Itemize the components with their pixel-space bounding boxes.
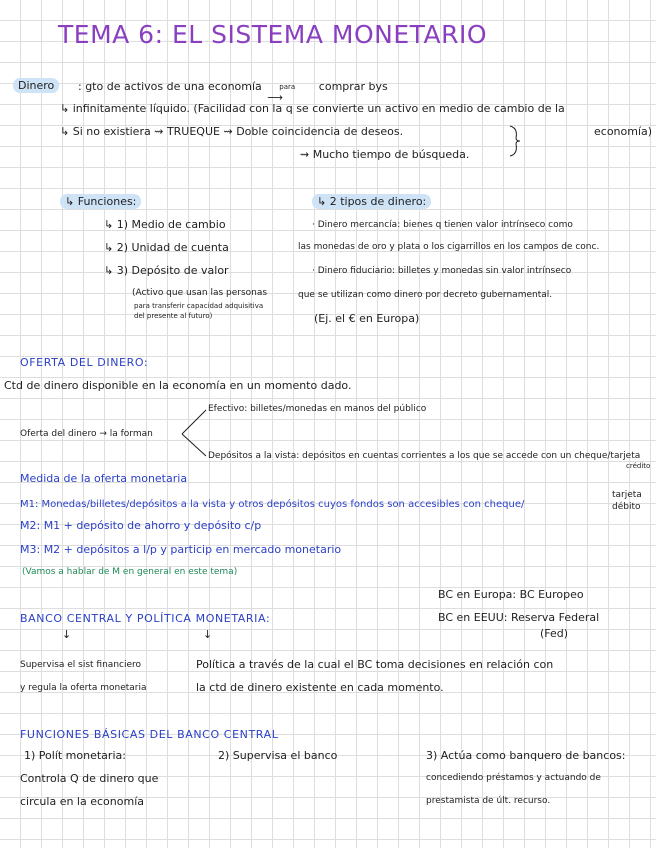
funcion-bc-1-line-2: circula en la economía <box>20 795 144 808</box>
bc-supervisa-2: y regula la oferta monetaria <box>20 683 147 693</box>
bc-europa: BC en Europa: BC Europeo <box>438 588 584 601</box>
page-title: TEMA 6: EL SISTEMA MONETARIO <box>58 20 488 49</box>
mucho-tiempo-text: Mucho tiempo de búsqueda. <box>312 148 470 161</box>
m1-cont-b: débito <box>612 502 641 512</box>
funciones-note-2: para transferir capacidad adquisitiva <box>134 302 264 310</box>
funciones-bc-heading: FUNCIONES BÁSICAS DEL BANCO CENTRAL <box>20 728 279 741</box>
funciones-note-3: del presente al futuro) <box>134 312 213 320</box>
oferta-efectivo: Efectivo: billetes/monedas en manos del público <box>208 404 427 414</box>
bc-eeuu: BC en EEUU: Reserva Federal <box>438 611 600 624</box>
funcion-medio-cambio: ↳ 1) Medio de cambio <box>104 218 226 231</box>
m1-text: M1: Monedas/billetes/depósitos a la vista y otros depósitos cuyos fondos son accesibles con cheque/ <box>20 499 525 510</box>
funciones-label: ↳ Funciones: <box>60 194 141 209</box>
arrow-right-icon: ⟶ <box>267 91 284 104</box>
tipos-line-3: · Dinero fiduciario: billetes y monedas sin valor intrínseco <box>312 266 572 276</box>
tipos-label: ↳ 2 tipos de dinero: <box>312 194 431 209</box>
dinero-liquido: ↳ infinitamente líquido. (Facilidad con la q se convierte un activo en medio de cambio de la <box>60 102 565 115</box>
oferta-heading: OFERTA DEL DINERO: <box>20 356 149 369</box>
funcion-bc-3-title: 3) Actúa como banquero de bancos: <box>426 749 626 762</box>
funcion-bc-2-title: 2) Supervisa el banco <box>218 749 338 762</box>
oferta-definition: Ctd de dinero disponible en la economía en un momento dado. <box>4 379 352 392</box>
dinero-label: Dinero <box>13 78 59 93</box>
arrow-down-icon: ↓ <box>62 628 72 641</box>
funcion-bc-3-line-2: prestamista de últ. recurso. <box>426 796 551 806</box>
tipos-line-2: las monedas de oro y plata o los cigarrillos en los campos de conc. <box>298 242 600 252</box>
bc-heading: BANCO CENTRAL Y POLÍTICA MONETARIA: <box>20 612 271 625</box>
squiggle-arrow-icon: ⇝ <box>223 125 237 138</box>
oferta-depositos: Depósitos a la vista: depósitos en cuentas corrientes a los que se accede con un cheque/tarjeta <box>208 451 641 461</box>
si-no-existiera-text: ↳ Si no existiera <box>60 125 151 138</box>
funcion-bc-1-title: 1) Polít monetaria: <box>24 749 126 762</box>
doble-coincidencia-text: Doble coincidencia de deseos. <box>236 125 404 138</box>
funcion-bc-3-line-1: concediendo préstamos y actuando de <box>426 773 601 783</box>
dinero-def-b: comprar bys <box>318 80 388 93</box>
mucho-tiempo <box>300 148 469 161</box>
brace-icon <box>508 124 522 158</box>
dinero-definition <box>78 80 388 104</box>
para-label: para <box>279 83 296 91</box>
trueque-text: TRUEQUE <box>166 125 220 138</box>
branch-lines-icon <box>180 404 210 460</box>
funciones-note-1: (Activo que usan las personas <box>132 288 268 298</box>
funcion-unidad-cuenta: ↳ 2) Unidad de cuenta <box>104 241 229 254</box>
tipos-line-1: · Dinero mercancía: bienes q tienen valor intrínseco como <box>312 220 573 230</box>
funcion-bc-1-line-1: Controla Q de dinero que <box>20 772 159 785</box>
medida-heading: Medida de la oferta monetaria <box>20 472 188 485</box>
bc-supervisa-1: Supervisa el sist financiero <box>20 660 142 670</box>
m2-text: M2: M1 + depósito de ahorro y depósito c/p <box>20 519 262 532</box>
m1-cont-a: tarjeta <box>612 490 642 500</box>
arrow-down-icon: ↓ <box>203 628 213 641</box>
m3-text: M3: M2 + depósitos a l/p y particip en mercado monetario <box>20 543 342 556</box>
bc-fed: (Fed) <box>540 627 569 640</box>
green-note: (Vamos a hablar de M en general en este tema) <box>22 567 238 577</box>
dinero-def-a: : gto de activos de una economía <box>78 80 262 93</box>
bc-politica-2: la ctd de dinero existente en cada momento. <box>196 681 444 694</box>
economia-cont: economía) <box>594 125 653 138</box>
squiggle-arrow-icon: ⇝ <box>154 125 167 138</box>
tipos-line-5: (Ej. el € en Europa) <box>314 312 420 325</box>
oferta-depositos-cont: crédito <box>626 462 651 470</box>
bc-politica-1: Política a través de la cual el BC toma decisiones en relación con <box>196 658 554 671</box>
oferta-forman: Oferta del dinero → la forman <box>20 429 153 439</box>
tipos-line-4: que se utilizan como dinero por decreto gubernamental. <box>298 290 553 300</box>
dinero-si-no-existiera <box>60 125 403 138</box>
squiggle-arrow-icon: ⇝ <box>300 148 313 161</box>
funcion-deposito-valor: ↳ 3) Depósito de valor <box>104 264 229 277</box>
